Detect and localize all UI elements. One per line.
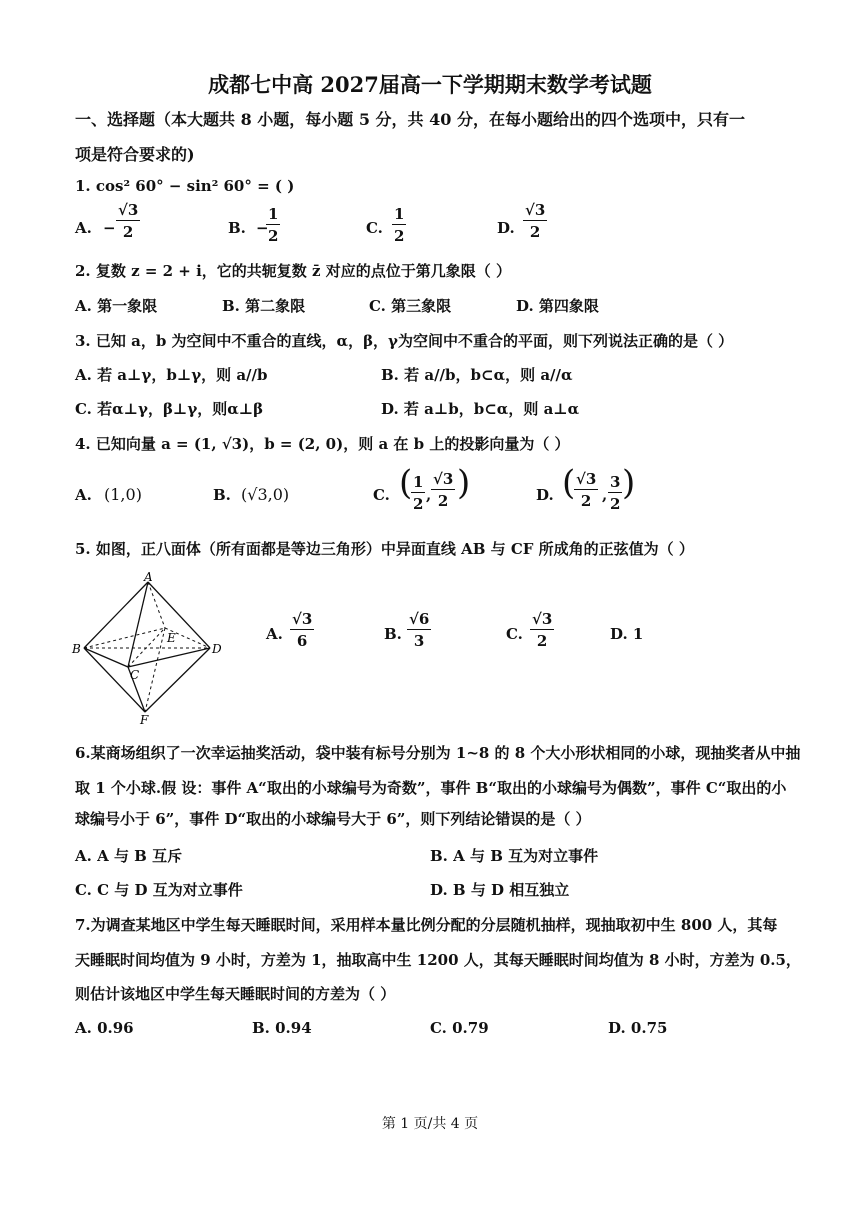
- q4-c-lparen: (: [399, 463, 413, 503]
- q1-option-d-den: 2: [529, 223, 541, 241]
- q7-option-c: C. 0.79: [430, 1019, 489, 1037]
- q7-stem-line2: 天睡眠时间均值为 9 小时，方差为 1，抽取高中生 1200 人，其每天睡眠时间均值为 8 小时，方差为 0.5，: [75, 951, 801, 969]
- q4-d-den2: 2: [610, 495, 621, 513]
- q5-option-b-label: B.: [384, 625, 402, 643]
- q4-option-b-value: (√3,0): [241, 485, 290, 504]
- q1-option-c-label: C.: [366, 219, 383, 237]
- q5-stem: 5. 如图，正八面体（所有面都是等边三角形）中异面直线 AB 与 CF 所成角的正弦值为（ ）: [75, 540, 694, 558]
- q4-option-c-vector: ( $\frac{1}{2}$ , $\frac{√3}{2}$ ): [399, 463, 471, 513]
- octahedron-diagram: [70, 572, 230, 724]
- q6-stem-line3: 球编号小于 6”，事件 D“取出的小球编号大于 6”，则下列结论错误的是（ ）: [75, 810, 591, 828]
- q1-option-b-fraction: [266, 206, 280, 244]
- q5-option-c-num: √3: [532, 610, 553, 628]
- q4-d-lparen: (: [562, 463, 576, 503]
- q4-option-a-value: (1,0): [104, 485, 142, 504]
- q3-option-c: C. 若α⊥γ，β⊥γ，则α⊥β: [75, 400, 264, 418]
- q7-stem-line1: 7.为调查某地区中学生每天睡眠时间，采用样本量比例分配的分层随机抽样，现抽取初中生 800 人，其每: [75, 916, 778, 934]
- q5-option-b-fraction: [407, 611, 431, 649]
- q7-option-d: D. 0.75: [608, 1019, 668, 1037]
- q2-stem: 2. 复数 z = 2 + i，它的共轭复数 z̄ 对应的点位于第几象限（ ）: [75, 262, 511, 280]
- q1-option-b-den: 2: [268, 227, 279, 245]
- q6-option-b: B. A 与 B 互为对立事件: [430, 847, 599, 865]
- q6-option-d: D. B 与 D 相互独立: [430, 881, 570, 899]
- q5-option-a-den: 6: [296, 632, 308, 650]
- q1-option-b-sign: −: [256, 219, 269, 237]
- q4-c-num1: 1: [413, 473, 424, 491]
- q1-option-d-label: D.: [497, 219, 515, 237]
- q1-option-b-label: B.: [228, 219, 246, 237]
- q2-option-d: D. 第四象限: [516, 297, 599, 315]
- q4-d-num2: 3: [610, 473, 621, 491]
- q4-option-c-label: C.: [373, 486, 390, 504]
- q1-option-a-den: 2: [122, 223, 134, 241]
- q1-option-d-num: √3: [525, 201, 546, 219]
- q1-option-a-num: √3: [118, 201, 139, 219]
- q4-option-d-label: D.: [536, 486, 554, 504]
- q7-option-a: A. 0.96: [75, 1019, 134, 1037]
- section-instructions-line1: 一、选择题（本大题共 8 小题，每小题 5 分，共 40 分，在每小题给出的四个选项中，只有一: [75, 110, 745, 129]
- q6-option-a: A. A 与 B 互斥: [75, 847, 183, 865]
- q1-option-d-fraction: [523, 202, 547, 240]
- q1-option-c-num: 1: [394, 205, 405, 223]
- vertex-label-b: B: [72, 642, 81, 656]
- q4-option-a-label: A.: [75, 486, 92, 504]
- q3-option-b: B. 若 a//b，b⊂α，则 a//α: [381, 366, 573, 384]
- q4-option-b-label: B.: [213, 486, 231, 504]
- q1-option-a-fraction: [116, 202, 140, 240]
- q5-option-d: D. 1: [610, 625, 644, 643]
- q2-option-a: A. 第一象限: [75, 297, 158, 315]
- q5-option-b-num: √6: [409, 610, 430, 628]
- vertex-label-c: C: [130, 668, 140, 682]
- q5-option-c-fraction: [530, 611, 554, 649]
- q3-stem: 3. 已知 a，b 为空间中不重合的直线，α，β，γ为空间中不重合的平面，则下列说法正确的是（ ）: [75, 332, 734, 350]
- vertex-label-f: F: [140, 713, 149, 724]
- q2-option-c: C. 第三象限: [369, 297, 452, 315]
- page-footer: 第 1 页/共 4 页: [381, 1116, 479, 1132]
- q3-option-d: D. 若 a⊥b，b⊂α，则 a⊥α: [381, 400, 580, 418]
- q7-stem-line3: 则估计该地区中学生每天睡眠时间的方差为（ ）: [75, 985, 396, 1003]
- q4-d-frac2: [608, 474, 622, 512]
- q6-stem-line2: 取 1 个小球.假 设：事件 A“取出的小球编号为奇数”，事件 B“取出的小球编号为偶数”，事件 C“取出的小: [75, 779, 787, 797]
- q1-option-a-label: A.: [75, 219, 92, 237]
- q1-option-c-den: 2: [394, 227, 405, 245]
- q5-option-c-label: C.: [506, 625, 523, 643]
- q4-d-den1: 2: [580, 492, 592, 510]
- q4-d-num1: √3: [576, 470, 597, 488]
- q1-option-a-sign: −: [103, 219, 116, 237]
- q6-option-c: C. C 与 D 互为对立事件: [75, 881, 243, 899]
- q4-c-den2: 2: [437, 492, 449, 510]
- q1-option-c-fraction: [392, 206, 406, 244]
- vertex-label-d: D: [212, 642, 222, 656]
- q2-option-b: B. 第二象限: [222, 297, 306, 315]
- q5-option-b-den: 3: [413, 632, 425, 650]
- section-instructions-line2: 项是符合要求的): [75, 145, 195, 164]
- q4-d-frac1: [574, 471, 598, 509]
- vertex-label-e: E: [167, 631, 176, 645]
- vertex-label-a: A: [144, 572, 153, 584]
- q5-option-c-den: 2: [536, 632, 548, 650]
- q4-c-frac2: [431, 471, 455, 509]
- q5-option-a-fraction: [290, 611, 314, 649]
- q5-option-a-num: √3: [292, 610, 313, 628]
- q5-option-a-label: A.: [266, 625, 283, 643]
- q6-stem-line1: 6.某商场组织了一次幸运抽奖活动，袋中装有标号分别为 1~8 的 8 个大小形状相同的小球，现抽奖者从中抽: [75, 744, 801, 762]
- q1-option-b-num: 1: [268, 205, 279, 223]
- q4-d-rparen: ): [622, 463, 636, 503]
- q4-c-rparen: ): [457, 463, 471, 503]
- q4-c-den1: 2: [413, 495, 424, 513]
- q4-option-d-vector: ( $\frac{√3}{2}$ , $\frac{3}{2}$ ): [562, 463, 636, 513]
- q4-stem: 4. 已知向量 a = (1, √3)，b = (2, 0)，则 a 在 b 上的投影向量为（ ）: [75, 435, 570, 453]
- q1-stem: 1. cos² 60° − sin² 60° = ( ): [75, 177, 295, 195]
- page-title: 成都七中高 2027届高一下学期期末数学考试题: [208, 72, 652, 97]
- q4-c-frac1: [411, 474, 425, 512]
- q4-c-num2: √3: [433, 470, 454, 488]
- q7-option-b: B. 0.94: [252, 1019, 312, 1037]
- q3-option-a: A. 若 a⊥γ，b⊥γ，则 a//b: [75, 366, 268, 384]
